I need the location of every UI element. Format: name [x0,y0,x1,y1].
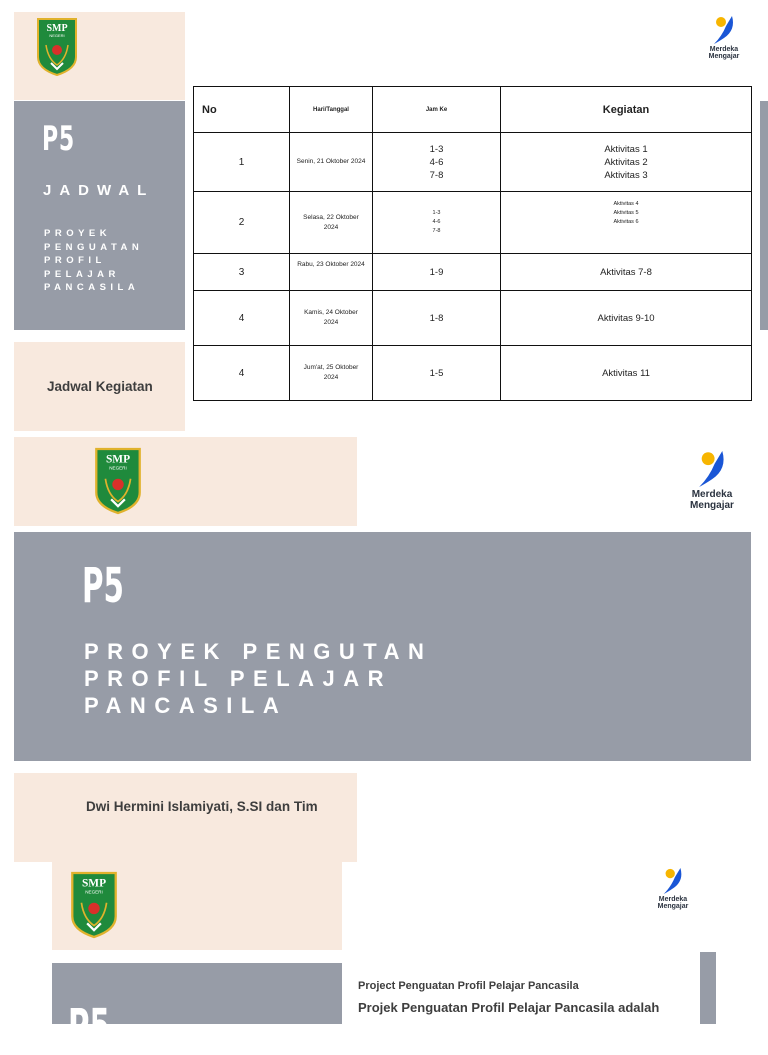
slide2-title: P5 [82,558,124,614]
merdeka-mengajar-icon [660,866,686,896]
brand-line-1: Merdeka [658,896,688,903]
cell-no: 4 [194,346,290,401]
merdeka-mengajar-logo [650,866,696,911]
table-row [194,291,752,346]
cell-no: 4 [194,291,290,346]
slide2-subtitle [84,638,432,719]
schedule-table [193,86,752,401]
subtitle-line: PROFIL PELAJAR [84,666,393,691]
cell-date: Rabu, 23 Oktober 2024 [290,254,373,291]
slide3-heading: Project Penguatan Profil Pelajar Pancasila [358,980,579,992]
smp-logo-icon [70,869,118,941]
table-row [194,346,752,401]
brand-line-2: Mengajar [690,499,734,511]
subtitle-line: PANCASILA [44,282,140,294]
smp-logo-icon [36,17,78,77]
slide1-title: P5 [42,119,75,159]
slide2-title-panel [14,532,751,761]
brand-line-1: Merdeka [709,46,739,53]
cell-kegiatan: Aktivitas 1 Aktivitas 2 Aktivitas 3 [501,133,752,192]
brand-line-2: Mengajar [657,903,689,911]
subtitle-line: PANCASILA [84,693,288,718]
slide2-author-panel [14,773,357,862]
table-row [194,133,752,192]
subtitle-line: PENGUATAN [44,241,144,253]
slide1-heading: JADWAL [43,182,155,199]
slide1-caption: Jadwal Kegiatan [47,379,153,394]
subtitle-line: PROYEK [44,228,112,239]
cell-jam: 1-9 [373,254,501,291]
cell-date: Jum'at, 25 Oktober 2024 [290,346,373,401]
cell-jam: 1-8 [373,291,501,346]
slide3-side-bar [700,952,716,1024]
slide2-author: Dwi Hermini Islamiyati, S.SI dan Tim [86,799,318,814]
cell-date: Kamis, 24 Oktober 2024 [290,291,373,346]
slide3-body: Projek Penguatan Profil Pelajar Pancasila adalah [358,1000,660,1015]
smp-logo-subtext: NEGERI [85,889,103,895]
slide1-caption-panel [14,342,185,431]
merdeka-mengajar-logo [700,14,748,61]
cell-jam: 1-3 4-6 7-8 [373,133,501,192]
header-jam: Jam Ke [373,87,501,133]
table-row [194,192,752,254]
smp-logo-subtext: NEGERI [109,465,127,471]
slide1-side-bar [760,101,768,330]
merdeka-mengajar-icon [710,14,738,46]
cell-date: Senin, 21 Oktober 2024 [290,133,373,192]
slide3-title: P5 [68,999,110,1055]
header-date: Hari/Tanggal [290,87,373,133]
brand-line-1: Merdeka [691,489,733,500]
brand-line-2: Mengajar [708,53,740,61]
merdeka-mengajar-icon [694,448,730,490]
cell-date: Selasa, 22 Oktober 2024 [290,192,373,254]
slide1-subtitle [44,227,143,295]
table-header-row [194,87,752,133]
table-row [194,254,752,291]
slide1-title-panel [14,101,185,330]
smp-logo-icon [94,445,142,517]
smp-logo-text: SMP [46,23,68,34]
merdeka-mengajar-logo [682,448,742,511]
cell-jam: 1-3 4-6 7-8 [373,192,501,254]
subtitle-line: PROFIL [44,255,106,267]
cell-kegiatan: Aktivitas 7-8 [501,254,752,291]
cell-no: 3 [194,254,290,291]
cell-jam: 1-5 [373,346,501,401]
slide3-title-panel [52,963,342,1055]
subtitle-line: PELAJAR [44,268,120,280]
cell-kegiatan: Aktivitas 9-10 [501,291,752,346]
subtitle-line: PROYEK PENGUTAN [84,639,433,664]
cell-kegiatan: Aktivitas 11 [501,346,752,401]
cell-no: 2 [194,192,290,254]
header-kegiatan: Kegiatan [501,87,752,133]
slide2-logo-panel [14,437,357,526]
smp-logo-subtext: NEGERI [49,33,65,38]
cell-kegiatan: Aktivitas 4 Aktivitas 5 Aktivitas 6 [501,192,752,254]
smp-logo-text: SMP [81,877,107,890]
header-no: No [194,87,290,133]
smp-logo-text: SMP [105,453,131,466]
cell-no: 1 [194,133,290,192]
